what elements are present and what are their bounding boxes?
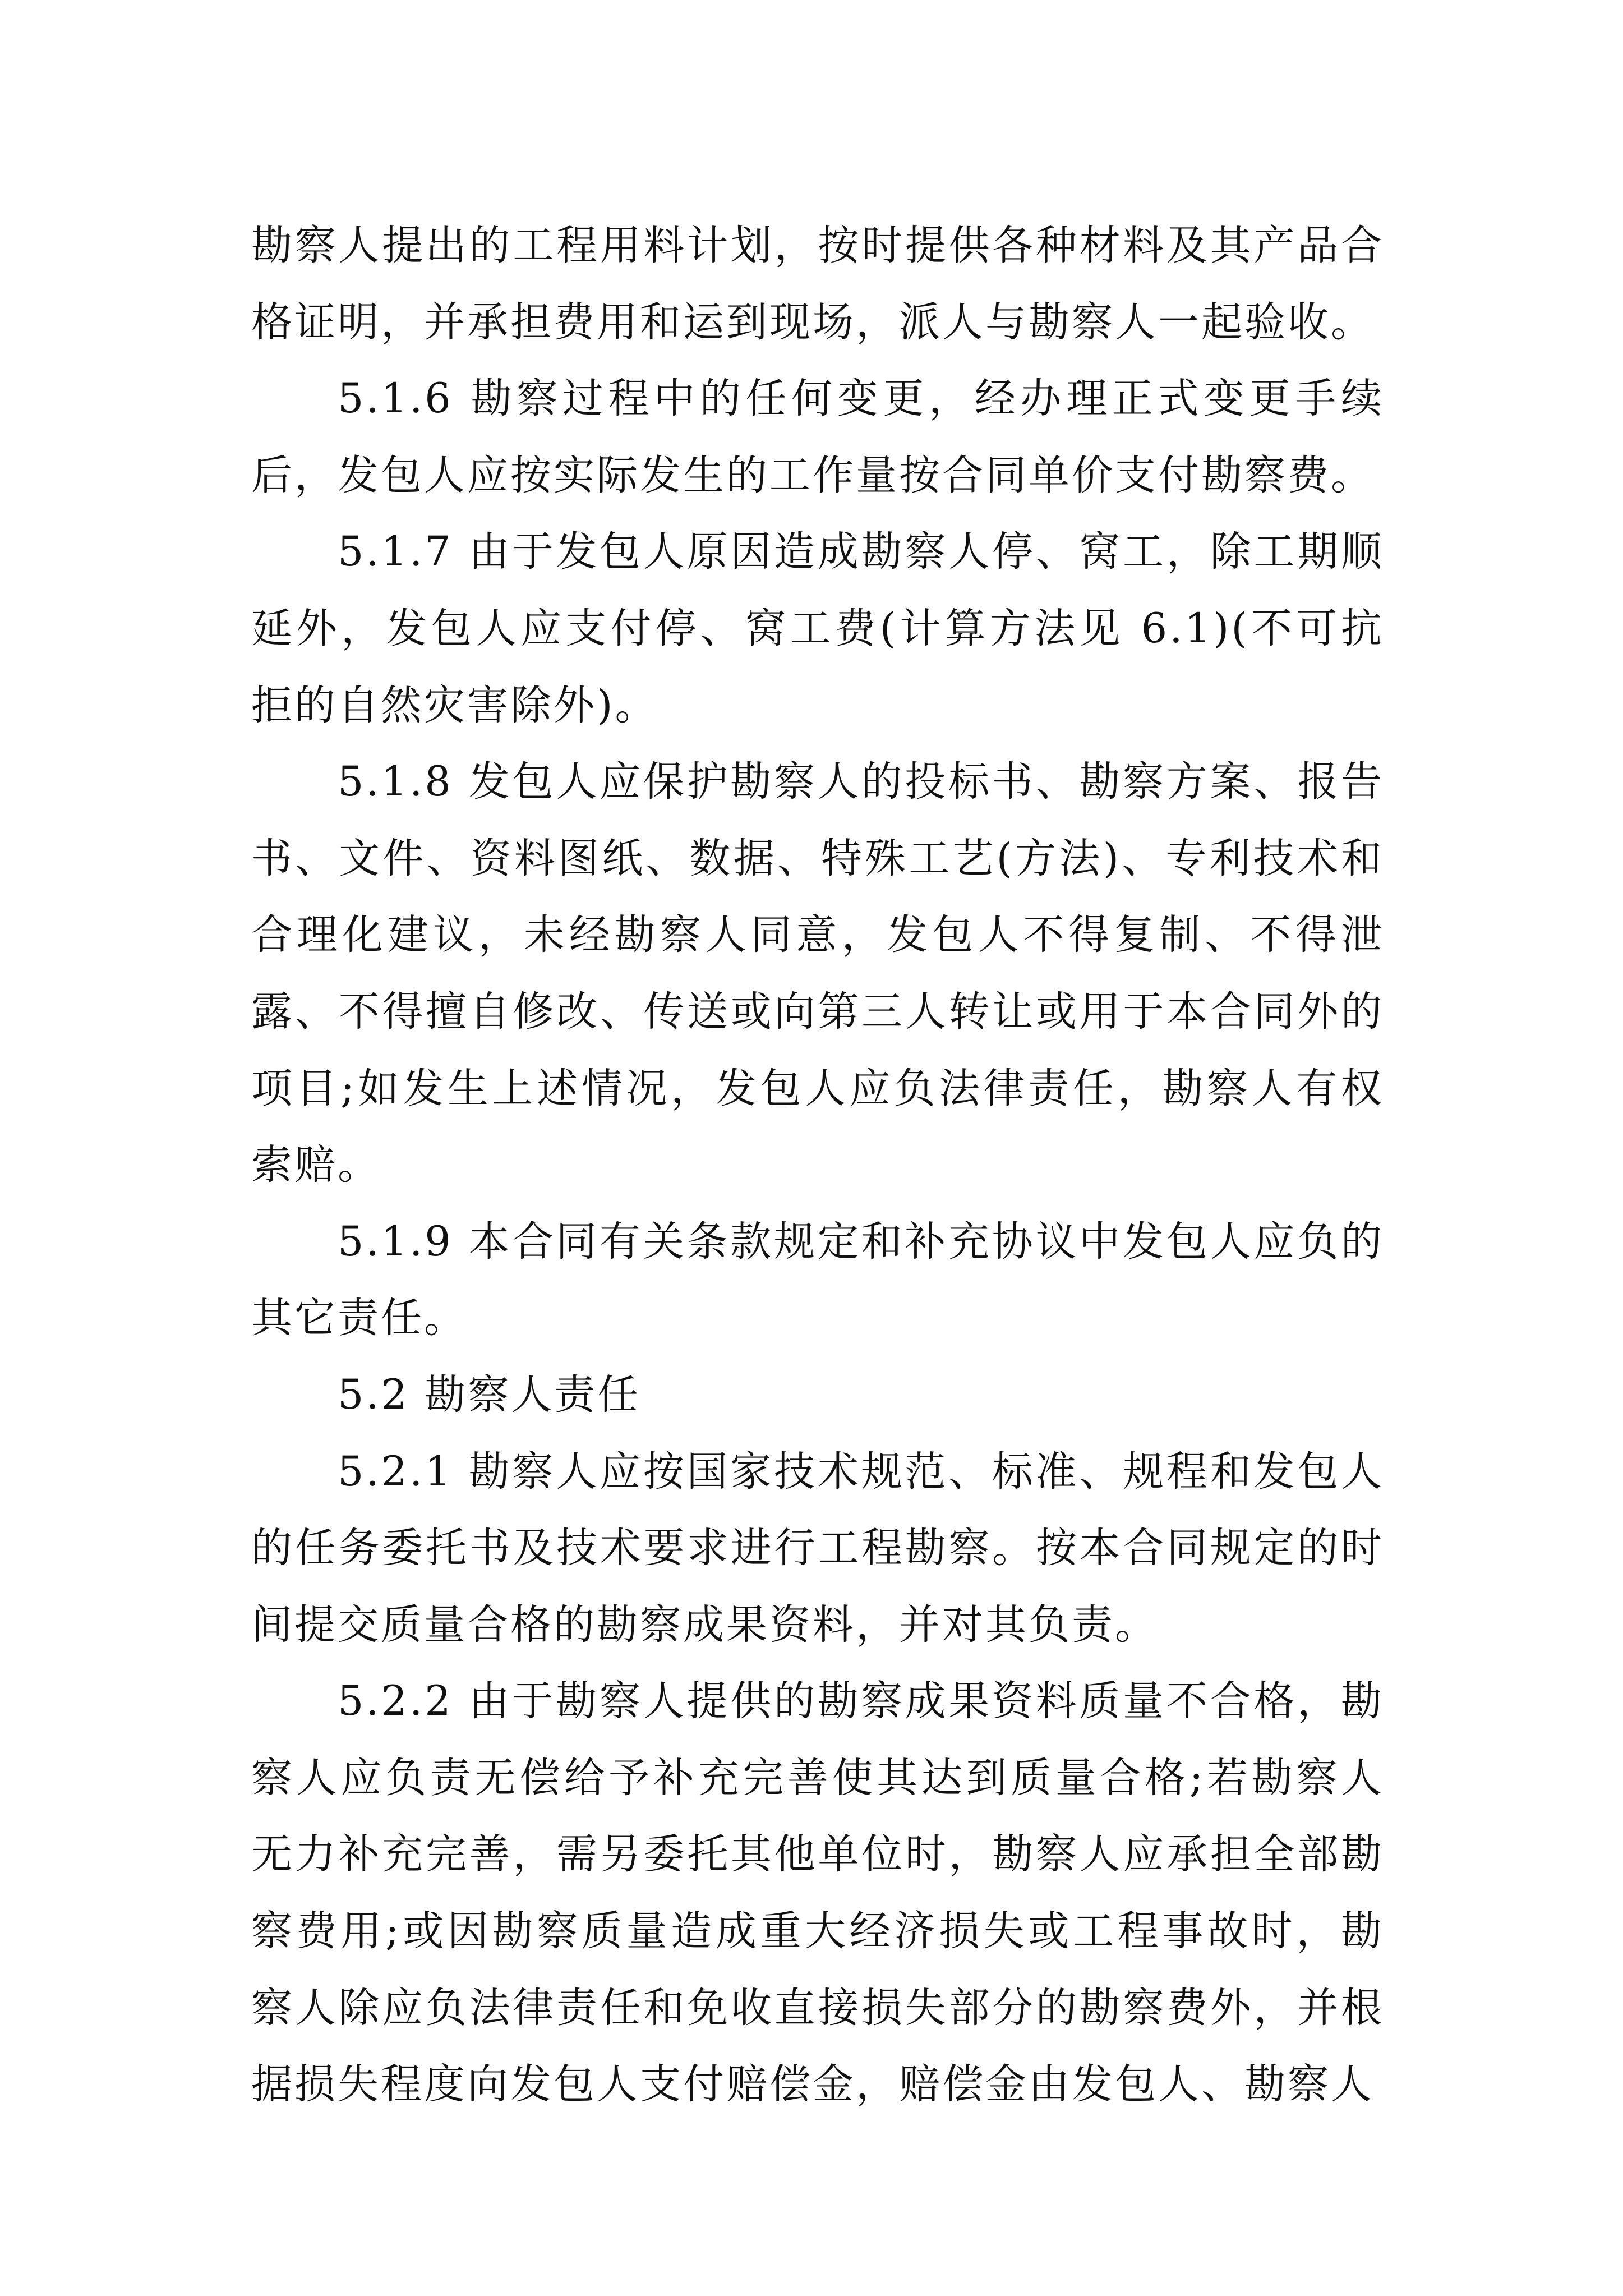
clause-5-1-6: 5.1.6 勘察过程中的任何变更，经办理正式变更手续后，发包人应按实际发生的工作量按合同单价支付勘察费。 bbox=[251, 375, 1384, 499]
section-heading-5-2: 5.2 勘察人责任 bbox=[338, 1370, 641, 1419]
body-text bbox=[251, 208, 1384, 2123]
clause-5-1-8: 5.1.8 发包人应保护勘察人的投标书、勘察方案、报告书、文件、资料图纸、数据、特殊工艺(方法)、专利技术和合理化建议，未经勘察人同意，发包人不得复制、不得泄露、不得擅自修改、传送或向第三人转让或用于本合同外的项目;如发生上述情况，发包人应负法律责任，勘察人有权索赔。 bbox=[251, 758, 1384, 1189]
clause-5-2-1: 5.2.1 勘察人应按国家技术规范、标准、规程和发包人的任务委托书及技术要求进行工程勘察。按本合同规定的时间提交质量合格的勘察成果资料，并对其负责。 bbox=[251, 1447, 1384, 1649]
clause-5-2-2: 5.2.2 由于勘察人提供的勘察成果资料质量不合格，勘察人应负责无偿给予补充完善使其达到质量合格;若勘察人无力补充完善，需另委托其他单位时，勘察人应承担全部勘察费用;或因勘察质量造成重大经济损失或工程事故时，勘察人除应负法律责任和免收直接损失部分的勘察费外，并根据损失程度向发包人支付赔偿金，赔偿金由发包人、勘察人 bbox=[251, 1677, 1384, 2109]
clause-5-1-7: 5.1.7 由于发包人原因造成勘察人停、窝工，除工期顺延外，发包人应支付停、窝工费(计算方法见 6.1)(不可抗拒的自然灾害除外)。 bbox=[251, 528, 1384, 729]
clause-5-1-9: 5.1.9 本合同有关条款规定和补充协议中发包人应负的其它责任。 bbox=[251, 1217, 1384, 1342]
paragraph-continuation: 勘察人提出的工程用料计划，按时提供各种材料及其产品合格证明，并承担费用和运到现场，派人与勘察人一起验收。 bbox=[251, 222, 1384, 346]
